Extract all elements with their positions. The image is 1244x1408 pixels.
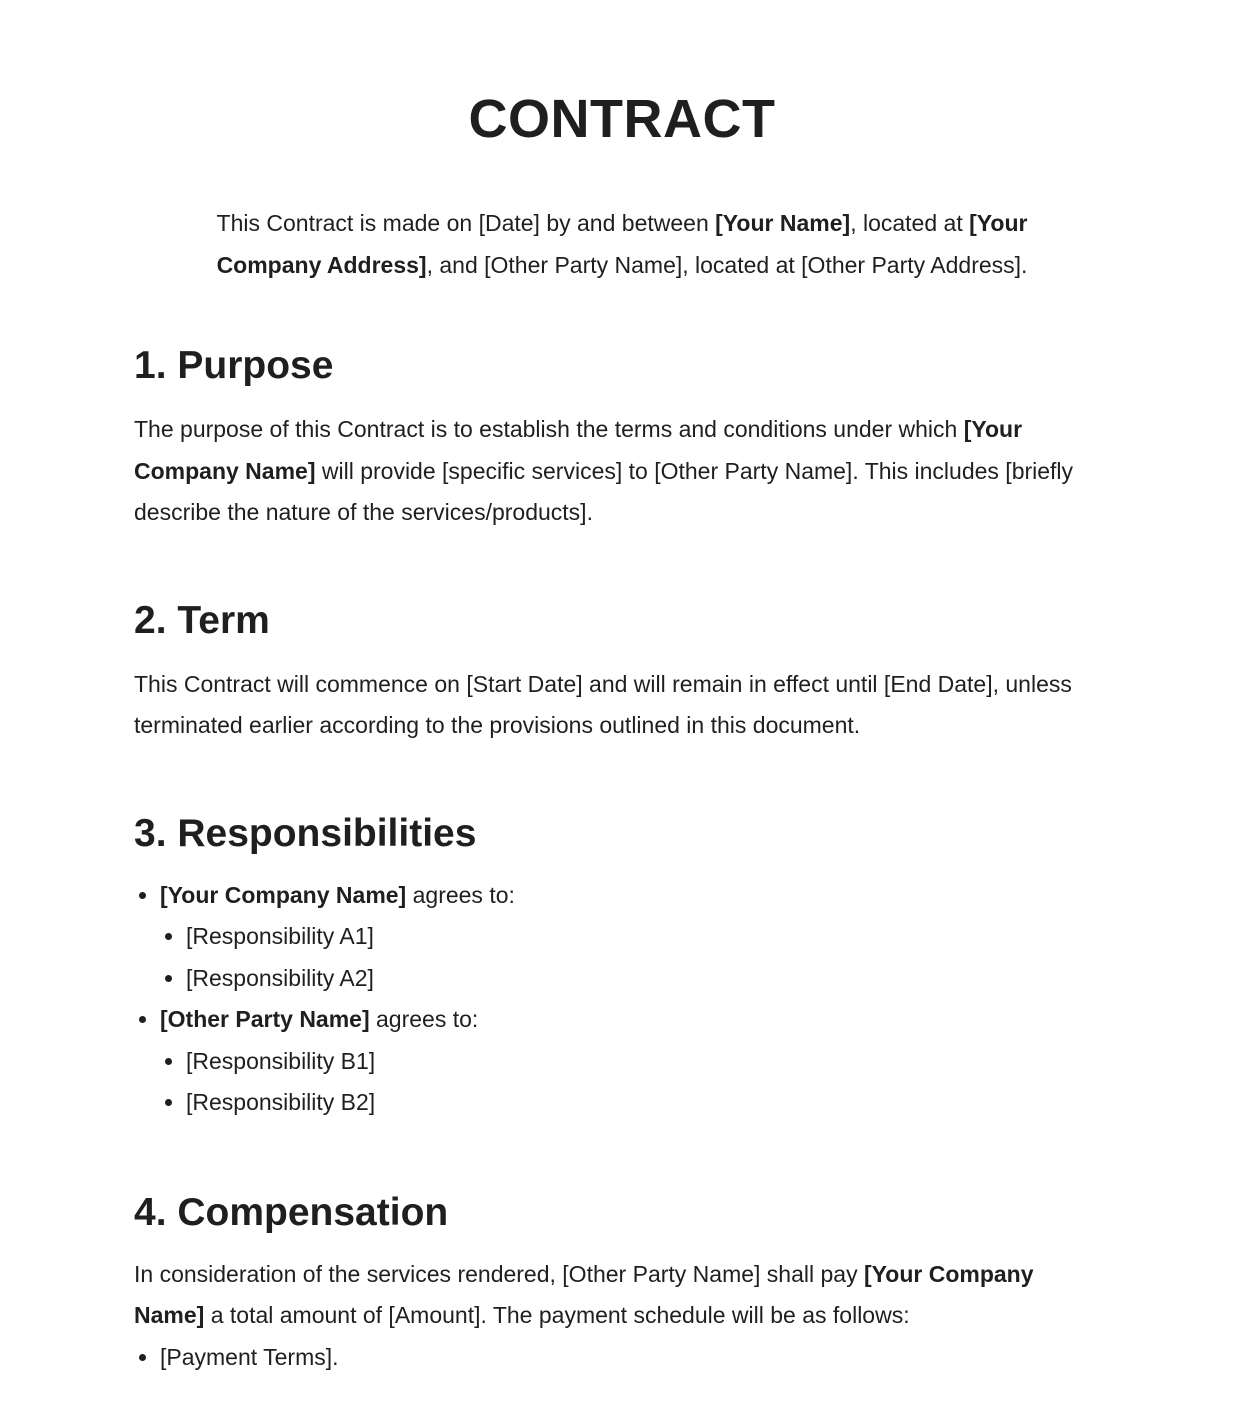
list-item: • [Responsibility B1] [186,1041,1110,1083]
party-a-responsibilities [160,916,1110,999]
intro-your-name: [Your Name] [715,210,851,236]
intro-text-2: , located at [850,210,970,236]
compensation-paragraph [134,1254,1110,1337]
purpose-text-2: will provide [specific services] to [Other Party Name]. This includes [briefly describe the nature of the services/products]. [134,457,1074,525]
compensation-heading: 4. Compensation [134,1190,449,1234]
purpose-paragraph [134,409,1110,534]
party-a-item [160,875,1110,1000]
intro-text-3: , and [Other Party Name], located at [Other Party Address]. [426,251,1028,278]
intro-company-address: [Your Company Address] [216,210,1028,278]
list-item: • [Responsibility A2] [186,958,1110,1000]
party-b-suffix: agrees to: [369,1006,479,1032]
purpose-heading: 1. Purpose [134,344,334,387]
compensation-company-name: [Your Company Name] [134,1260,1034,1328]
party-a-name: [Your Company Name] [160,881,407,908]
party-a-suffix: agrees to: [406,881,515,908]
intro-paragraph [134,203,1110,286]
purpose-company-name: [Your Company Name] [134,416,1023,484]
term-paragraph: This Contract will commence on [Start Date] and will remain in effect until [End Date], unless terminated earlier according to the provisions outlined in this document. [134,670,1072,738]
list-item: • [Responsibility A1] [186,916,1110,958]
document-title: CONTRACT [468,89,776,149]
party-b-name: [Other Party Name] [160,1006,370,1032]
compensation-text-2: a total amount of [Amount]. The payment schedule will be as follows: [204,1302,910,1328]
term-heading: 2. Term [134,598,270,642]
payment-terms-list [134,1337,1110,1379]
intro-text-1: This Contract is made on [Date] by and between [216,210,716,236]
responsibilities-heading: 3. Responsibilities [134,811,477,855]
party-b-item [160,999,1110,1124]
list-item: • [Payment Terms]. [160,1337,1110,1379]
list-item: • [Responsibility B2] [186,1082,1110,1124]
responsibilities-list [134,875,1110,1124]
purpose-text-1: The purpose of this Contract is to establish the terms and conditions under which [134,416,964,442]
compensation-text-1: In consideration of the services rendered, [Other Party Name] shall pay [134,1260,864,1287]
party-b-responsibilities [160,1041,1110,1124]
